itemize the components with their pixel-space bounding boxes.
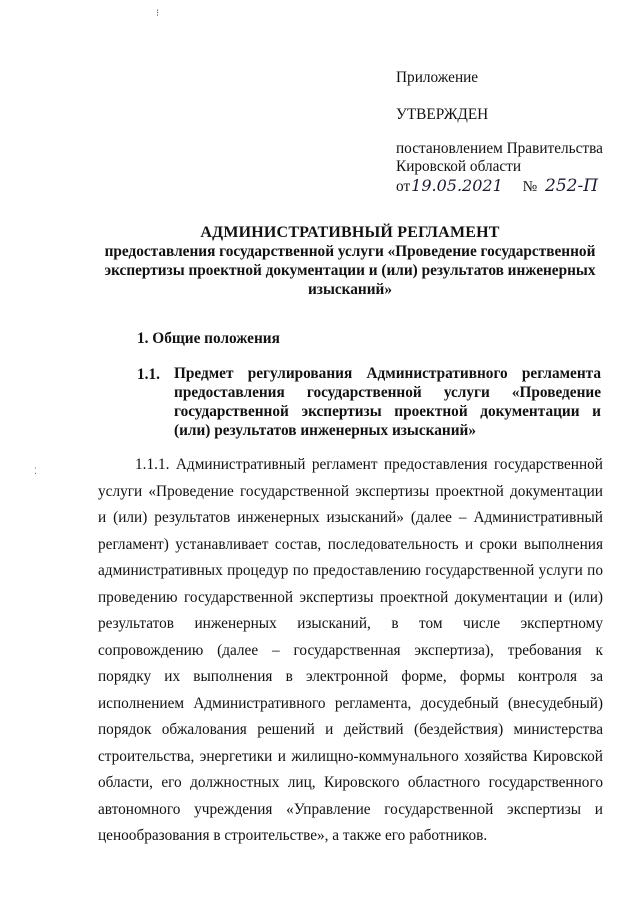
- paragraph-line: порядок обжалования решений и действий (бездействия) министерства: [98, 721, 603, 738]
- approved-label: УТВЕРЖДЕН: [396, 106, 489, 123]
- paragraph-line: автономного учреждения «Управление государственной экспертизы и: [98, 801, 603, 818]
- from-prefix: от: [396, 178, 411, 195]
- paragraph-line: административных процедур по предоставлению государственной услуги по: [98, 562, 603, 579]
- subsection-number: 1.1.: [137, 366, 160, 383]
- paragraph-line: исполнением Административного регламента, досудебный (внесудебный): [98, 695, 603, 712]
- section-heading: 1. Общие положения: [137, 330, 280, 347]
- appendix-label: Приложение: [396, 69, 479, 86]
- document-subtitle-line-3: изысканий»: [307, 281, 392, 298]
- paragraph-line: результатов инженерных изысканий, в том числе экспертному: [98, 615, 603, 632]
- document-subtitle-line-1: предоставления государственной услуги «Проведение государственной: [104, 243, 596, 260]
- subsection-heading-line-2: предоставления государственной услуги «Проведение: [174, 384, 601, 401]
- approval-date-line: [396, 176, 598, 196]
- subsection-heading-line-3: государственной экспертизы проектной документации и: [174, 403, 601, 420]
- paragraph-line: порядку их выполнения в электронной форме, формы контроля за: [98, 668, 603, 685]
- paragraph-line: проведению государственной экспертизы проектной документации и (или): [98, 589, 603, 606]
- scan-mark: ⁚: [34, 466, 37, 476]
- paragraph-line: ценообразования в строительстве», а также его работников.: [98, 827, 488, 844]
- scan-mark: ⁝: [156, 8, 160, 19]
- paragraph-line: области, его должностных лиц, Кировского областного государственного: [98, 774, 603, 791]
- subsection-heading-line-1: Предмет регулирования Административного регламента: [174, 365, 601, 382]
- approved-by-line-1: постановлением Правительства: [396, 140, 603, 157]
- paragraph-line: регламент) устанавливает состав, последовательность и сроки выполнения: [98, 536, 603, 553]
- subsection-heading-line-4: (или) результатов инженерных изысканий»: [174, 422, 476, 439]
- document-subtitle-line-2: экспертизы проектной документации и (или) результатов инженерных: [104, 262, 596, 279]
- paragraph-line: и (или) результатов инженерных изысканий» (далее – Административный: [98, 509, 603, 526]
- paragraph-line: строительства, энергетики и жилищно-коммунального хозяйства Кировской: [98, 748, 603, 765]
- handwritten-date: 19.05.2021: [411, 176, 503, 195]
- number-prefix: №: [522, 178, 538, 195]
- paragraph-line: услуги «Проведение государственной экспертизы проектной документации: [98, 483, 603, 500]
- approved-by-line-2: Кировской области: [396, 158, 522, 175]
- handwritten-number: 252-П: [545, 176, 599, 196]
- paragraph-line: сопровождению (далее – государственная экспертиза), требования к: [98, 642, 603, 659]
- document-title: АДМИНИСТРАТИВНЫЙ РЕГЛАМЕНТ: [200, 224, 500, 241]
- paragraph-line: 1.1.1. Административный регламент предоставления государственной: [135, 456, 603, 473]
